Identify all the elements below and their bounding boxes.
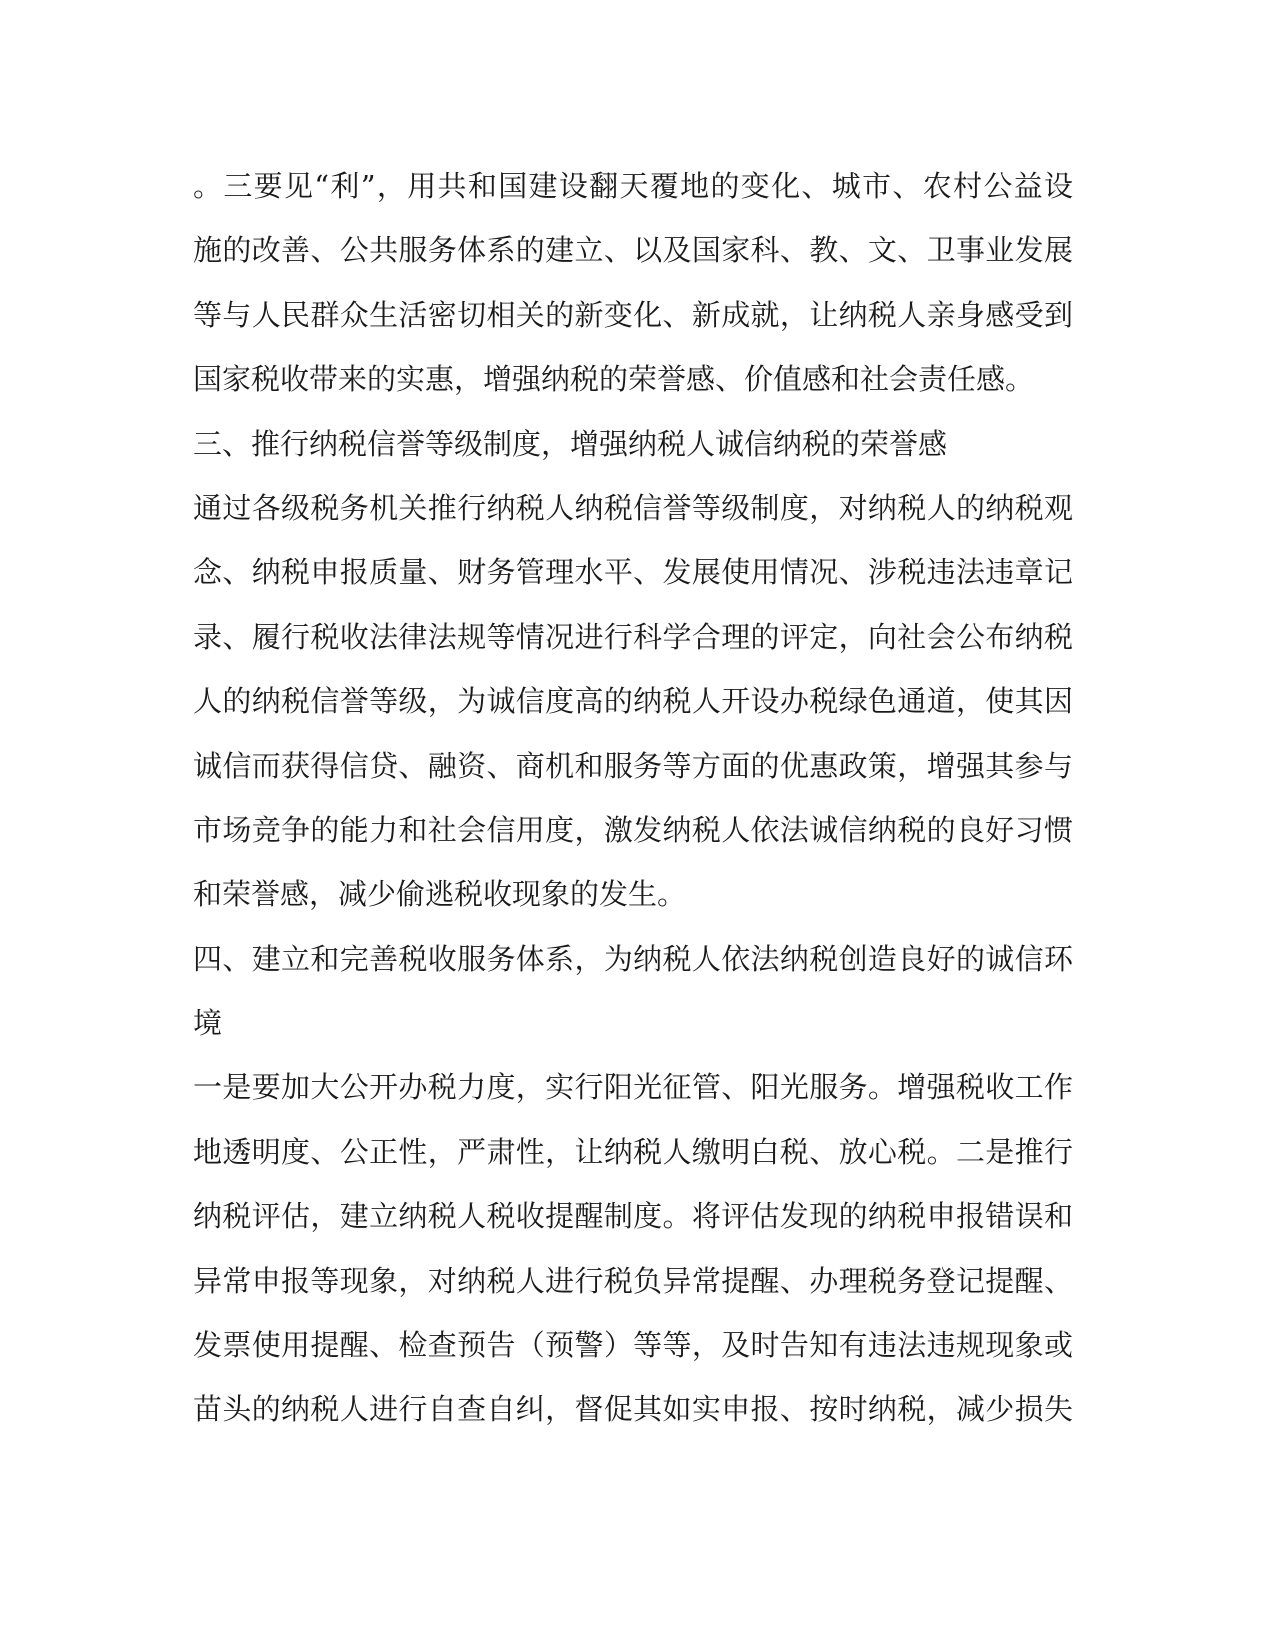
text-line: 境 [193,1006,223,1041]
text-line: 诚信而获得信贷、融资、商机和服务等方面的优惠政策，增强其参与 [193,748,1073,783]
text-line: 发票使用提醒、检查预告（预警）等等，及时告知有违法违规现象或 [193,1328,1073,1363]
text-line: 三、推行纳税信誉等级制度，增强纳税人诚信纳税的荣誉感 [193,426,948,461]
document-body [193,154,1073,1442]
text-line: 念、纳税申报质量、财务管理水平、发展使用情况、涉税违法违章记 [193,555,1073,590]
text-line: 市场竞争的能力和社会信用度，激发纳税人依法诚信纳税的良好习惯 [193,812,1073,847]
text-line: 四、建立和完善税收服务体系，为纳税人依法纳税创造良好的诚信环 [193,941,1073,976]
text-line: 等与人民群众生活密切相关的新变化、新成就，让纳税人亲身感受到 [193,297,1073,332]
text-line: 施的改善、公共服务体系的建立、以及国家科、教、文、卫事业发展 [193,233,1073,268]
text-line: 纳税评估，建立纳税人税收提醒制度。将评估发现的纳税申报错误和 [193,1199,1073,1234]
text-line: 异常申报等现象，对纳税人进行税负异常提醒、办理税务登记提醒、 [193,1263,1073,1298]
text-line: 地透明度、公正性，严肃性，让纳税人缴明白税、放心税。二是推行 [193,1134,1073,1169]
text-line: 苗头的纳税人进行自查自纠，督促其如实申报、按时纳税，减少损失 [193,1392,1073,1427]
text-line: 。三要见“利”，用共和国建设翻天覆地的变化、城市、农村公益设 [193,169,1073,203]
text-line: 和荣誉感，减少偷逃税收现象的发生。 [193,877,687,912]
text-line: 录、履行税收法律法规等情况进行科学合理的评定，向社会公布纳税 [193,619,1073,654]
text-line: 国家税收带来的实惠，增强纳税的荣誉感、价值感和社会责任感。 [193,362,1035,397]
text-line: 一是要加大公开办税力度，实行阳光征管、阳光服务。增强税收工作 [193,1070,1073,1105]
text-line: 通过各级税务机关推行纳税人纳税信誉等级制度，对纳税人的纳税观 [193,490,1073,525]
text-line: 人的纳税信誉等级，为诚信度高的纳税人开设办税绿色通道，使其因 [193,684,1073,719]
